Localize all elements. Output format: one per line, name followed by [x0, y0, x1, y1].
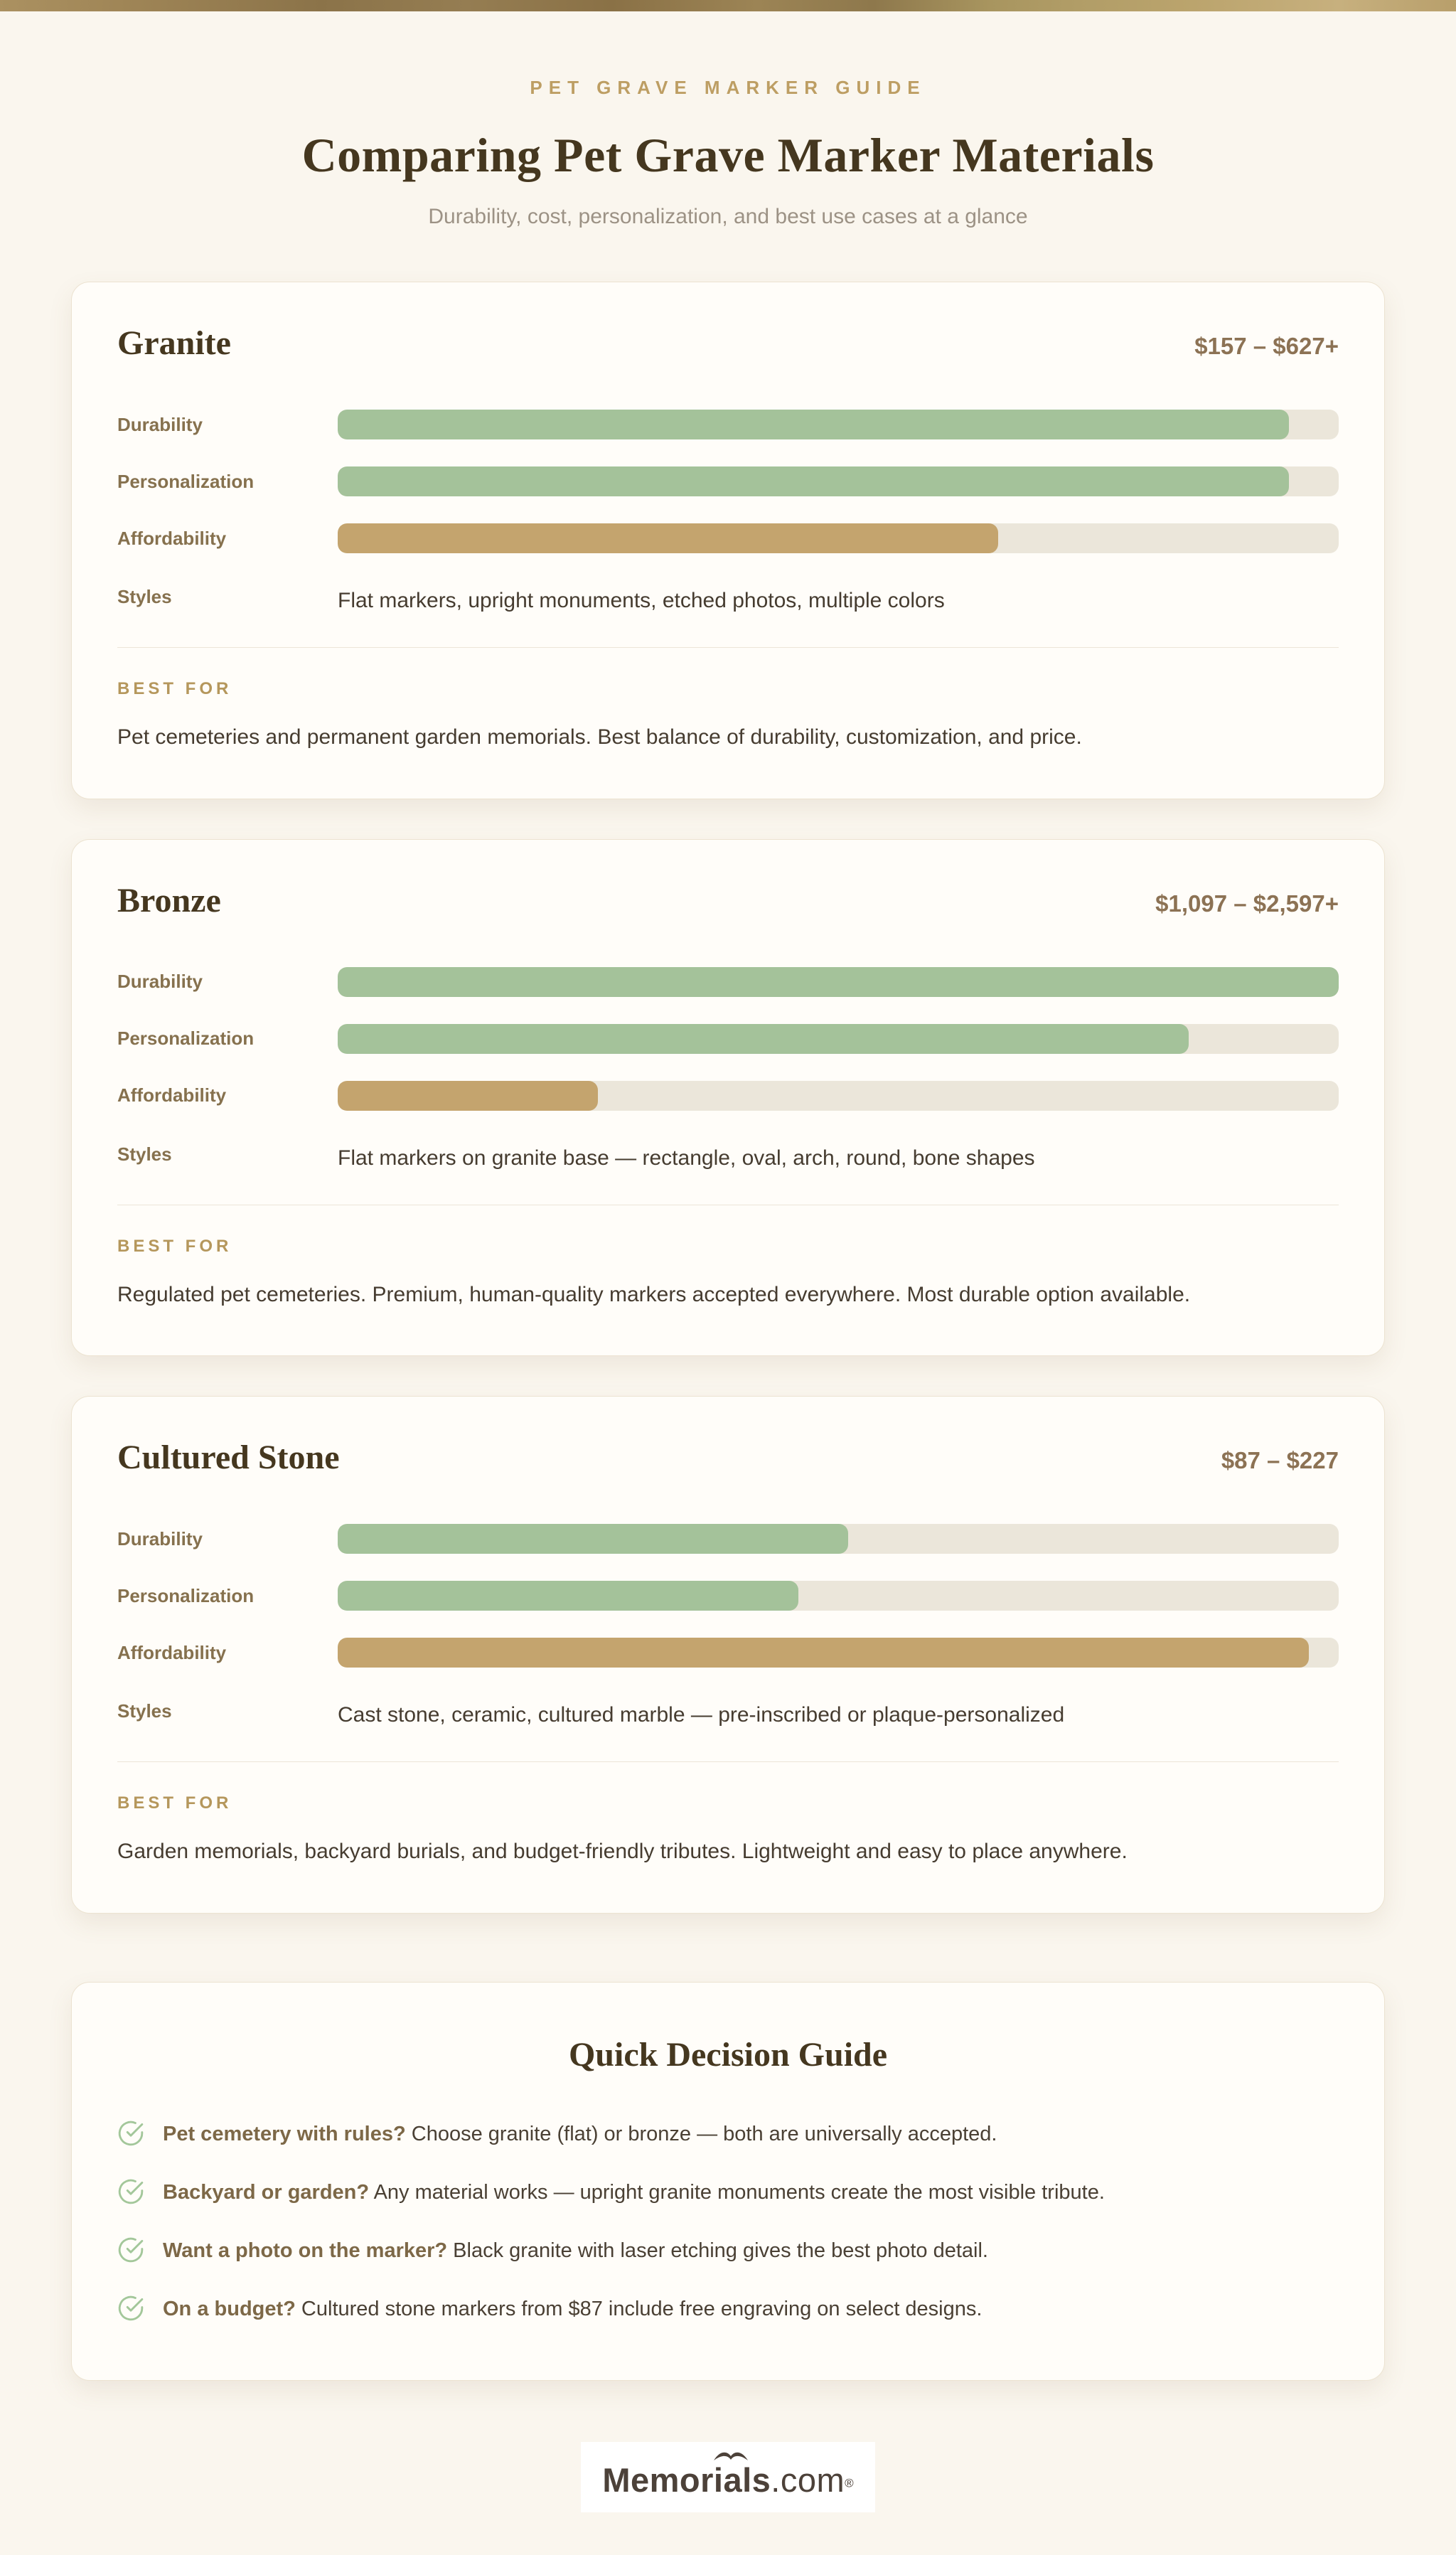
best-for-label: BEST FOR — [117, 1236, 232, 1256]
rating-track — [338, 1081, 1339, 1111]
quick-decision-guide-card — [71, 1982, 1385, 2381]
rating-label: Durability — [117, 1527, 203, 1549]
affordability-bar-fill — [338, 523, 998, 553]
rating-row-durability — [117, 1524, 1339, 1554]
guide-item — [117, 2236, 1339, 2265]
guide-item-text — [163, 2120, 997, 2148]
rating-track — [338, 1524, 1339, 1554]
rating-label: Affordability — [117, 1084, 227, 1106]
rating-label: Durability — [117, 413, 203, 435]
styles-value: Flat markers, upright monuments, etched photos, multiple colors — [338, 589, 945, 612]
logo-text — [602, 2461, 845, 2499]
divider — [117, 1761, 1339, 1762]
best-for-label: BEST FOR — [117, 679, 232, 698]
rating-track — [338, 1024, 1339, 1054]
divider — [117, 647, 1339, 648]
rating-track — [338, 410, 1339, 439]
eyebrow: PET GRAVE MARKER GUIDE — [530, 77, 926, 98]
styles-label: Styles — [117, 1700, 172, 1722]
durability-bar-fill — [338, 967, 1339, 997]
styles-value: Cast stone, ceramic, cultured marble — pre-inscribed or plaque-personalized — [338, 1703, 1065, 1727]
material-card-granite — [71, 282, 1385, 799]
guide-item-body: Choose granite (flat) or bronze — both are universally accepted. — [405, 2122, 997, 2145]
content-column — [71, 229, 1385, 2381]
material-name: Bronze — [117, 881, 221, 919]
logo-word-memorials: Memorials — [602, 2460, 771, 2499]
price-range: $1,097 – $2,597+ — [1155, 890, 1339, 917]
check-circle-icon — [117, 2120, 144, 2147]
card-header — [117, 324, 1339, 363]
page-header — [0, 11, 1456, 229]
rating-row-affordability — [117, 1638, 1339, 1668]
rating-label: Personalization — [117, 1584, 255, 1606]
styles-label: Styles — [117, 1143, 172, 1165]
rating-track — [338, 967, 1339, 997]
rating-row-personalization — [117, 1024, 1339, 1054]
best-for-text: Pet cemeteries and permanent garden memorials. Best balance of durability, customization, and price. — [117, 725, 1082, 749]
styles-label: Styles — [117, 586, 172, 607]
personalization-bar-fill — [338, 1581, 798, 1611]
rating-track — [338, 466, 1339, 496]
rating-row-personalization — [117, 466, 1339, 496]
personalization-bar-fill — [338, 466, 1289, 496]
memorials-logo — [581, 2442, 874, 2512]
guide-item-lead: Backyard or garden? — [163, 2180, 370, 2204]
rating-label: Personalization — [117, 1028, 255, 1049]
footer — [0, 2442, 1456, 2555]
guide-item-text — [163, 2178, 1105, 2207]
personalization-bar-fill — [338, 1024, 1189, 1054]
guide-item-lead: Pet cemetery with rules? — [163, 2122, 406, 2145]
page-subtitle: Durability, cost, personalization, and best use cases at a glance — [428, 205, 1028, 228]
styles-row — [117, 1143, 1339, 1173]
check-circle-icon — [117, 2178, 144, 2205]
registered-mark: ® — [845, 2476, 854, 2490]
styles-row — [117, 1700, 1339, 1730]
durability-bar-fill — [338, 1524, 848, 1554]
price-range: $157 – $627+ — [1194, 333, 1339, 359]
rating-label: Affordability — [117, 527, 227, 549]
guide-item — [117, 2295, 1339, 2323]
check-circle-icon — [117, 2236, 144, 2263]
rating-label: Personalization — [117, 470, 255, 492]
bird-icon — [712, 2448, 749, 2465]
rating-label: Durability — [117, 971, 203, 992]
rating-label: Affordability — [117, 1641, 227, 1663]
material-card-bronze — [71, 839, 1385, 1357]
styles-row — [117, 586, 1339, 616]
guide-item-body: Cultured stone markers from $87 include free engraving on select designs. — [295, 2297, 983, 2320]
material-card-cultured-stone — [71, 1396, 1385, 1914]
card-header — [117, 1438, 1339, 1477]
rating-row-durability — [117, 410, 1339, 439]
top-gradient-bar — [0, 0, 1456, 11]
guide-item-text — [163, 2295, 982, 2323]
rating-row-personalization — [117, 1581, 1339, 1611]
material-name: Granite — [117, 324, 231, 362]
affordability-bar-fill — [338, 1081, 598, 1111]
card-header — [117, 881, 1339, 920]
logo-word-com: .com — [771, 2460, 845, 2499]
check-circle-icon — [117, 2295, 144, 2322]
guide-item-body: Black granite with laser etching gives the best photo detail. — [447, 2239, 988, 2262]
rating-row-durability — [117, 967, 1339, 997]
durability-bar-fill — [338, 410, 1289, 439]
guide-item — [117, 2178, 1339, 2207]
guide-item-text — [163, 2236, 988, 2265]
rating-row-affordability — [117, 1081, 1339, 1111]
styles-value: Flat markers on granite base — rectangle, oval, arch, round, bone shapes — [338, 1146, 1035, 1170]
rating-track — [338, 1581, 1339, 1611]
guide-title: Quick Decision Guide — [568, 2035, 888, 2074]
guide-item-body: Any material works — upright granite monuments create the most visible tribute. — [369, 2180, 1105, 2204]
page-title: Comparing Pet Grave Marker Materials — [301, 128, 1155, 182]
guide-item — [117, 2120, 1339, 2148]
guide-item-lead: Want a photo on the marker? — [163, 2239, 448, 2262]
rating-track — [338, 1638, 1339, 1668]
affordability-bar-fill — [338, 1638, 1309, 1668]
best-for-label: BEST FOR — [117, 1793, 232, 1813]
price-range: $87 – $227 — [1221, 1447, 1339, 1473]
material-name: Cultured Stone — [117, 1439, 340, 1476]
guide-item-lead: On a budget? — [163, 2297, 296, 2320]
best-for-text: Regulated pet cemeteries. Premium, human-quality markers accepted everywhere. Most durable option available. — [117, 1282, 1191, 1306]
best-for-text: Garden memorials, backyard burials, and budget-friendly tributes. Lightweight and easy to place anywhere. — [117, 1840, 1128, 1863]
rating-track — [338, 523, 1339, 553]
rating-row-affordability — [117, 523, 1339, 553]
